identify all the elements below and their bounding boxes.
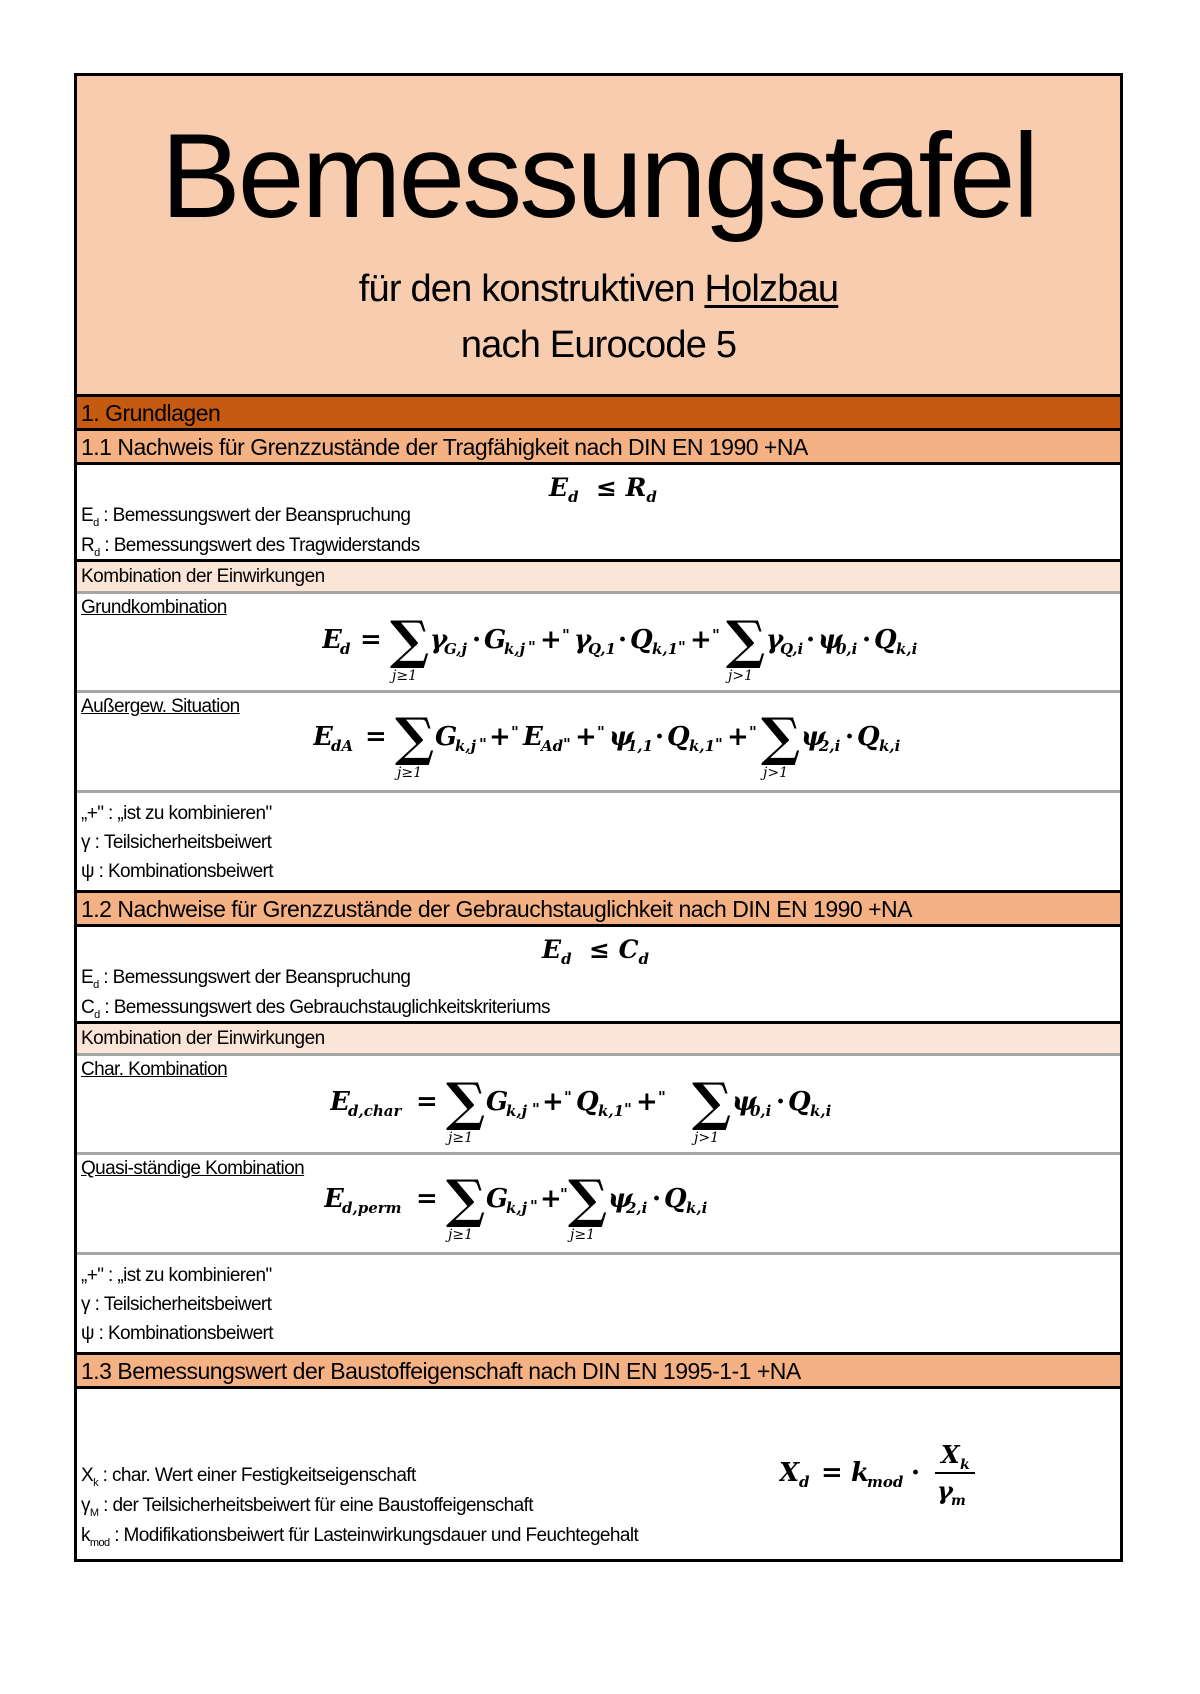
svg-text:dA: dA: [331, 737, 354, 755]
formula-quasi-permanent-combination: [324, 1163, 804, 1245]
svg-text:2,i: 2,i: [626, 1199, 648, 1217]
combination-header-uls: Kombination der Einwirkungen: [77, 562, 1120, 594]
svg-text:E: E: [330, 1087, 350, 1117]
svg-text:j≥1: j≥1: [570, 1227, 595, 1243]
svg-text:1,1: 1,1: [627, 737, 654, 755]
svg-text:": ": [564, 1088, 572, 1106]
note-combine: „+" : „ist zu kombinieren": [81, 803, 272, 824]
formula-fundamental-combination: [322, 604, 1062, 684]
svg-text:G: G: [435, 722, 458, 752]
svg-text:γ: γ: [937, 1476, 953, 1505]
svg-text:+: +: [540, 1184, 562, 1214]
svg-text:k,i: k,i: [686, 1199, 708, 1217]
svg-text:": ": [479, 735, 487, 753]
title-box: [77, 76, 1120, 397]
svg-text:mod: mod: [867, 1473, 904, 1491]
svg-text:∑: ∑: [395, 707, 435, 768]
svg-text:∑: ∑: [568, 1169, 608, 1230]
section-1-1-header: 1.1 Nachweis für Grenzzustände der Tragfähigkeit nach DIN EN 1990 +NA: [77, 431, 1120, 465]
svg-text:ψ: ψ: [801, 722, 826, 752]
svg-text:Q: Q: [788, 1087, 811, 1117]
svg-text:": ": [562, 626, 570, 644]
svg-text:∑: ∑: [446, 1169, 486, 1230]
svg-text:·: ·: [618, 625, 628, 655]
svg-text:ψ: ψ: [732, 1087, 757, 1117]
accidental-combination-cell: [77, 693, 1120, 793]
ed-definition-sls: $E_d$ : Bemessungswert der Beanspruchung: [81, 967, 411, 991]
characteristic-combination-label: Char. Kombination: [81, 1059, 228, 1080]
svg-text:": ": [530, 1197, 538, 1215]
svg-text:X: X: [941, 1440, 960, 1469]
sls-notes-cell: [77, 1255, 1120, 1355]
svg-text:G,j: G,j: [444, 640, 467, 658]
svg-text:": ": [712, 626, 720, 644]
svg-text:+: +: [542, 1087, 564, 1117]
subtitle-prefix: für den konstruktiven: [358, 268, 705, 310]
svg-text:Q,i: Q,i: [780, 640, 804, 658]
svg-text:=: =: [360, 625, 382, 655]
svg-text:·: ·: [652, 1184, 662, 1214]
svg-text:j≥1: j≥1: [448, 1227, 473, 1243]
kmod-definition: $k_{mod}$ : Modifikationsbeiwert für Lasteinwirkungsdauer und Feuchtegehalt: [81, 1525, 639, 1549]
page-title: Bemessungstafel: [160, 109, 1037, 243]
svg-text:·: ·: [806, 625, 816, 655]
svg-text:0,i: 0,i: [750, 1102, 772, 1120]
svg-text:k: k: [851, 1458, 870, 1488]
section-1-2-header: 1.2 Nachweise für Grenzzustände der Gebrauchstauglichkeit nach DIN EN 1990 +NA: [77, 893, 1120, 927]
combination-header-sls: Kombination der Einwirkungen: [77, 1024, 1120, 1056]
formula-ed-le-rd: $E_d \le R_d$: [549, 473, 657, 506]
svg-text:=: =: [416, 1184, 438, 1214]
svg-text:ψ: ψ: [609, 722, 634, 752]
fundamental-combination-label: Grundkombination: [81, 597, 227, 618]
svg-text:0,i: 0,i: [836, 640, 858, 658]
svg-text:k,j: k,j: [504, 640, 526, 658]
svg-text:+: +: [727, 722, 749, 752]
svg-text:d,char: d,char: [348, 1102, 402, 1120]
svg-text:2,i: 2,i: [819, 737, 841, 755]
svg-text:+: +: [540, 625, 562, 655]
formula-ed-le-cd: $E_d \le C_d$: [542, 935, 650, 968]
formula-characteristic-combination: [330, 1066, 930, 1146]
accidental-combination-label: Außergew. Situation: [81, 696, 240, 717]
svg-text:∑: ∑: [390, 610, 430, 671]
uls-verification-cell: [77, 465, 1120, 562]
svg-text:+: +: [690, 625, 712, 655]
svg-text:=: =: [821, 1458, 843, 1488]
material-design-value-cell: [77, 1389, 1120, 1559]
svg-text:E: E: [322, 625, 342, 655]
xk-definition: $X_k$ : char. Wert einer Festigkeitseigenschaft: [81, 1465, 416, 1489]
svg-text:k,j: k,j: [506, 1199, 528, 1217]
svg-text:k,1: k,1: [652, 640, 679, 658]
svg-text:j≥1: j≥1: [397, 765, 422, 781]
svg-text:j≥1: j≥1: [392, 668, 417, 684]
svg-text:": ": [624, 1100, 632, 1118]
svg-text:k,i: k,i: [810, 1102, 832, 1120]
svg-text:=: =: [416, 1087, 438, 1117]
subtitle-emphasis: Holzbau: [704, 268, 839, 310]
svg-text:d: d: [340, 640, 351, 658]
characteristic-combination-cell: [77, 1056, 1120, 1155]
svg-text:Q: Q: [857, 722, 880, 752]
svg-text:+: +: [489, 722, 511, 752]
subtitle-line-1: [77, 268, 1120, 311]
svg-text:=: =: [365, 722, 387, 752]
svg-text:k,i: k,i: [896, 640, 918, 658]
svg-text:∑: ∑: [726, 610, 766, 671]
design-table-sheet: [74, 73, 1123, 1562]
svg-text:ψ: ψ: [608, 1184, 633, 1214]
svg-text:k,1: k,1: [598, 1102, 625, 1120]
svg-text:γ: γ: [574, 625, 592, 655]
svg-text:G: G: [484, 625, 507, 655]
formula-accidental-combination: [313, 701, 1053, 783]
ed-definition: $E_d$ : Bemessungswert der Beanspruchung: [81, 505, 411, 529]
note-combination-factor: ψ : Kombinationsbeiwert: [81, 861, 273, 882]
svg-text:": ": [597, 723, 605, 741]
cd-definition: $C_d$ : Bemessungswert des Gebrauchstauglichkeitskriteriums: [81, 997, 550, 1021]
svg-text:j≥1: j≥1: [448, 1130, 473, 1146]
svg-text:E: E: [313, 722, 333, 752]
svg-text:·: ·: [655, 722, 665, 752]
svg-text:·: ·: [862, 625, 872, 655]
svg-text:": ": [532, 1100, 540, 1118]
quasi-permanent-combination-label: Quasi-ständige Kombination: [81, 1158, 305, 1179]
svg-text:Ad: Ad: [541, 737, 564, 755]
svg-text:": ": [658, 1088, 666, 1106]
svg-text:Q,1: Q,1: [588, 640, 616, 658]
svg-text:Q: Q: [630, 625, 653, 655]
svg-text:·: ·: [472, 625, 482, 655]
gamma-m-definition: $\gamma_M$ : der Teilsicherheitsbeiwert für eine Baustoffeigenschaft: [81, 1495, 533, 1519]
uls-notes-cell: [77, 793, 1120, 893]
svg-text:Q: Q: [667, 722, 690, 752]
svg-text:j>1: j>1: [728, 668, 753, 684]
svg-text:k: k: [960, 1457, 970, 1473]
svg-text:ψ: ψ: [818, 625, 843, 655]
svg-text:k,i: k,i: [879, 737, 901, 755]
section-1-3-header: 1.3 Bemessungswert der Baustoffeigenschaft nach DIN EN 1995-1-1 +NA: [77, 1355, 1120, 1389]
rd-definition: $R_d$ : Bemessungswert des Tragwiderstands: [81, 535, 420, 559]
formula-material-design-value: [779, 1437, 999, 1517]
svg-text:j>1: j>1: [763, 765, 788, 781]
svg-text:": ": [715, 735, 723, 753]
svg-text:+: +: [575, 722, 597, 752]
svg-text:E: E: [523, 722, 543, 752]
svg-text:+: +: [636, 1087, 658, 1117]
svg-text:·: ·: [911, 1458, 921, 1488]
svg-text:": ": [528, 638, 536, 656]
svg-text:k,j: k,j: [455, 737, 477, 755]
note-partial-factor: γ : Teilsicherheitsbeiwert: [81, 832, 272, 853]
svg-text:k,1: k,1: [689, 737, 716, 755]
section-1-header: 1. Grundlagen: [77, 397, 1120, 431]
svg-text:": ": [749, 723, 757, 741]
svg-text:": ": [511, 723, 519, 741]
note-combination-factor-sls: ψ : Kombinationsbeiwert: [81, 1323, 273, 1344]
svg-text:E: E: [324, 1184, 344, 1214]
svg-text:d: d: [799, 1473, 810, 1491]
svg-text:Q: Q: [664, 1184, 687, 1214]
svg-text:∑: ∑: [692, 1072, 732, 1133]
svg-text:": ": [678, 638, 686, 656]
svg-text:·: ·: [776, 1087, 786, 1117]
sls-verification-cell: [77, 927, 1120, 1024]
svg-text:m: m: [951, 1493, 966, 1509]
note-combine-sls: „+" : „ist zu kombinieren": [81, 1265, 272, 1286]
svg-text:Q: Q: [576, 1087, 599, 1117]
subtitle-line-2: nach Eurocode 5: [460, 324, 737, 366]
svg-text:γ: γ: [766, 625, 784, 655]
svg-text:X: X: [779, 1458, 800, 1488]
svg-text:": ": [560, 1185, 568, 1203]
svg-text:j>1: j>1: [694, 1130, 719, 1146]
fundamental-combination-cell: [77, 594, 1120, 693]
note-partial-factor-sls: γ : Teilsicherheitsbeiwert: [81, 1294, 272, 1315]
svg-text:d,perm: d,perm: [342, 1199, 402, 1217]
svg-text:·: ·: [845, 722, 855, 752]
svg-text:∑: ∑: [761, 707, 801, 768]
svg-text:k,j: k,j: [506, 1102, 528, 1120]
svg-text:": ": [563, 735, 571, 753]
svg-text:Q: Q: [874, 625, 897, 655]
svg-text:G: G: [486, 1087, 509, 1117]
svg-text:G: G: [486, 1184, 509, 1214]
svg-text:γ: γ: [430, 625, 448, 655]
svg-text:∑: ∑: [446, 1072, 486, 1133]
quasi-permanent-combination-cell: [77, 1155, 1120, 1255]
